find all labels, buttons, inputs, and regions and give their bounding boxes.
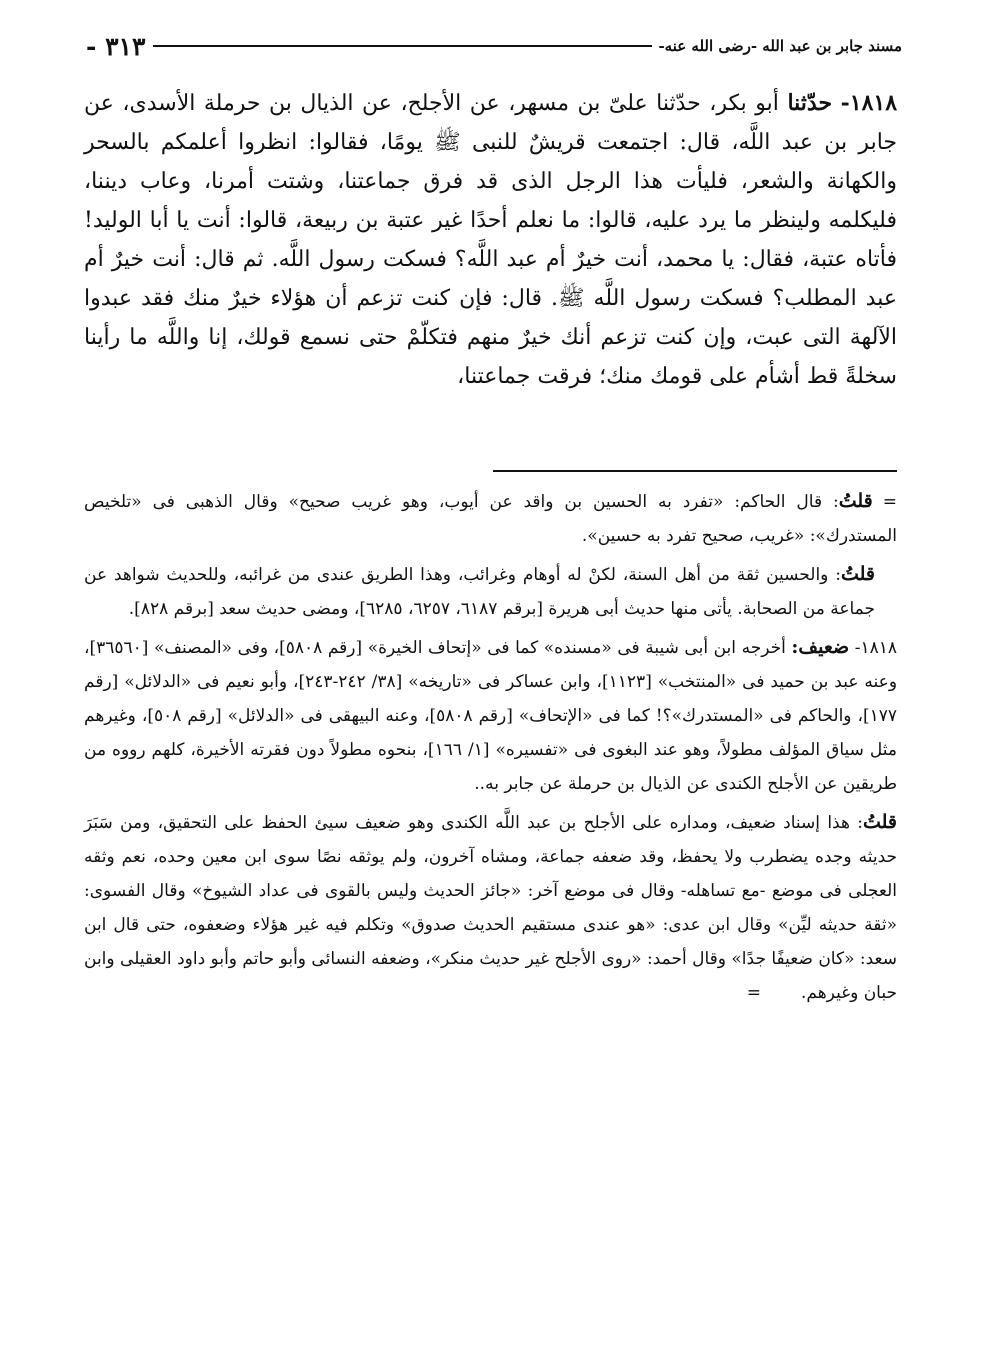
footnote-4-text: : هذا إسناد ضعيف، ومداره على الأجلح بن عبد اللَّه الكندى وهو ضعيف سيئ الحفظ على التحقيق، ومن سَبَرَ حديثه وجده يضطرب ولا يحفظ، وقد ضعفه جماعة، ومشاه آخرون، ولم يوثقه نصًا سوى ابن معين وحده، نعم وثقه العجلى فى موضع -مع تساهله- وقال فى موضع آخر: «جائز الحديث وليس بالقوى فى عداد الشيوخ» وقال الفسوى: «ثقة حديثه ليِّن» وقال ابن عدى: «هو عندى مستقيم الحديث صدوق» وتكلم فيه غير هؤلاء وضعفوه، حتى قال ابن سعد: «كان ضعيفًا جدًا» وقال أحمد: «روى الأجلح غير حديث منكر»، وضعفه النسائى وأبو حاتم وأبو داود العقيلى وابن حبان وغيرهم. xyxy=(84,813,897,1003)
footnote-3-number: ١٨١٨- xyxy=(854,638,897,658)
hadith-label: حدّثنا xyxy=(787,90,833,116)
footnote-2 xyxy=(84,557,897,626)
footnote-3-lead: ضعيف: xyxy=(791,636,850,658)
page-header xyxy=(82,24,902,68)
footnote-4 xyxy=(84,805,897,1010)
page-number-dash: - xyxy=(86,31,97,61)
footnote-3-text: أخرجه ابن أبى شيبة فى «مسنده» كما فى «إتحاف الخيرة» [رقم ٥٨٠٨]، وفى «المصنف» [٣٦٥٦٠]، وعنه عبد بن حميد فى «المنتخب» [١١٢٣]، وابن عساكر فى «تاريخه» [٣٨/ ٢٤٢-٢٤٣]، وأبو نعيم فى «الدلائل» [رقم ١٧٧]، والحاكم فى «المستدرك»؟! كما فى «الإتحاف» [رقم ٥٨٠٨]، وعنه البيهقى فى «الدلائل» [رقم ٥٠٨]، وغيرهم مثل سياق المؤلف مطولاً، وهو عند البغوى فى «تفسيره» [١/ ١٦٦]، بنحوه مطولاً دون فقرته الأخيرة، كلهم رووه من طريقين عن الأجلح الكندى عن الذيال بن حرملة عن جابر به.. xyxy=(84,638,898,794)
footnotes xyxy=(84,484,897,1014)
footnote-1-lead: قلتُ xyxy=(838,490,873,512)
footnote-2-lead: قلتُ xyxy=(840,563,875,585)
footnote-2-text: : والحسين ثقة من أهل السنة، لكنْ له أوهام وغرائب، وهذا الطريق عندى من غرائبه، وللحديث شواهد عن جماعة من الصحابة. يأتى منها حديث أبى هريرة [برقم ٦١٨٧، ٦٢٥٧، ٦٢٨٥]، ومضى حديث سعد [برقم ٨٢٨]. xyxy=(84,565,875,619)
main-hadith-text xyxy=(84,84,897,396)
page-number: ٣١٣ xyxy=(105,31,146,61)
running-title: مسند جابر بن عبد الله -رضى الله عنه- xyxy=(658,37,902,55)
hadith-number: ١٨١٨- xyxy=(840,90,898,116)
footnote-separator xyxy=(493,470,897,472)
hadith-paragraph xyxy=(84,84,897,396)
footnote-1 xyxy=(84,484,897,553)
footnote-4-lead: قلتُ xyxy=(862,811,897,833)
footnote-3 xyxy=(84,630,897,801)
page-number-group xyxy=(82,32,151,61)
header-rule xyxy=(153,45,652,47)
hadith-body: أبو بكر، حدّثنا علىّ بن مسهر، عن الأجلح، عن الذيال بن حرملة الأسدى، عن جابر بن عبد اللَّه، قال: اجتمعت قريشٌ للنبى ﷺ يومًا، فقالوا: انظروا أعلمكم بالسحر والكهانة والشعر، فليأت هذا الرجل الذى قد فرق جماعتنا، وشتت أمرنا، وعاب ديننا، فليكلمه ولينظر ما يرد عليه، قالوا: ما نعلم أحدًا غير عتبة بن ربيعة، قالوا: أنت يا أبا الوليد! فأتاه عتبة، فقال: يا محمد، أنت خيرٌ أم عبد اللَّه؟ فسكت رسول اللَّه. ثم قال: أنت خيرٌ أم عبد المطلب؟ فسكت رسول اللَّه ﷺ. قال: فإن كنت تزعم أن هؤلاء خيرٌ منك فقد عبدوا الآلهة التى عبت، وإن كنت تزعم أنك خيرٌ منهم فتكلّمْ حتى نسمع قولك، إنا واللَّه ما رأينا سخلةً قط أشأم على قومك منك؛ فرقت جماعتنا، xyxy=(84,91,897,389)
continuation-mark-end: = xyxy=(746,983,761,1003)
continuation-mark: = xyxy=(882,492,897,512)
footnote-1-text: : قال الحاكم: «تفرد به الحسين بن واقد عن أيوب، وهو غريب صحيح» وقال الذهبى فى «تلخيص المستدرك»: «غريب، صحيح تفرد به حسين». xyxy=(84,492,897,546)
